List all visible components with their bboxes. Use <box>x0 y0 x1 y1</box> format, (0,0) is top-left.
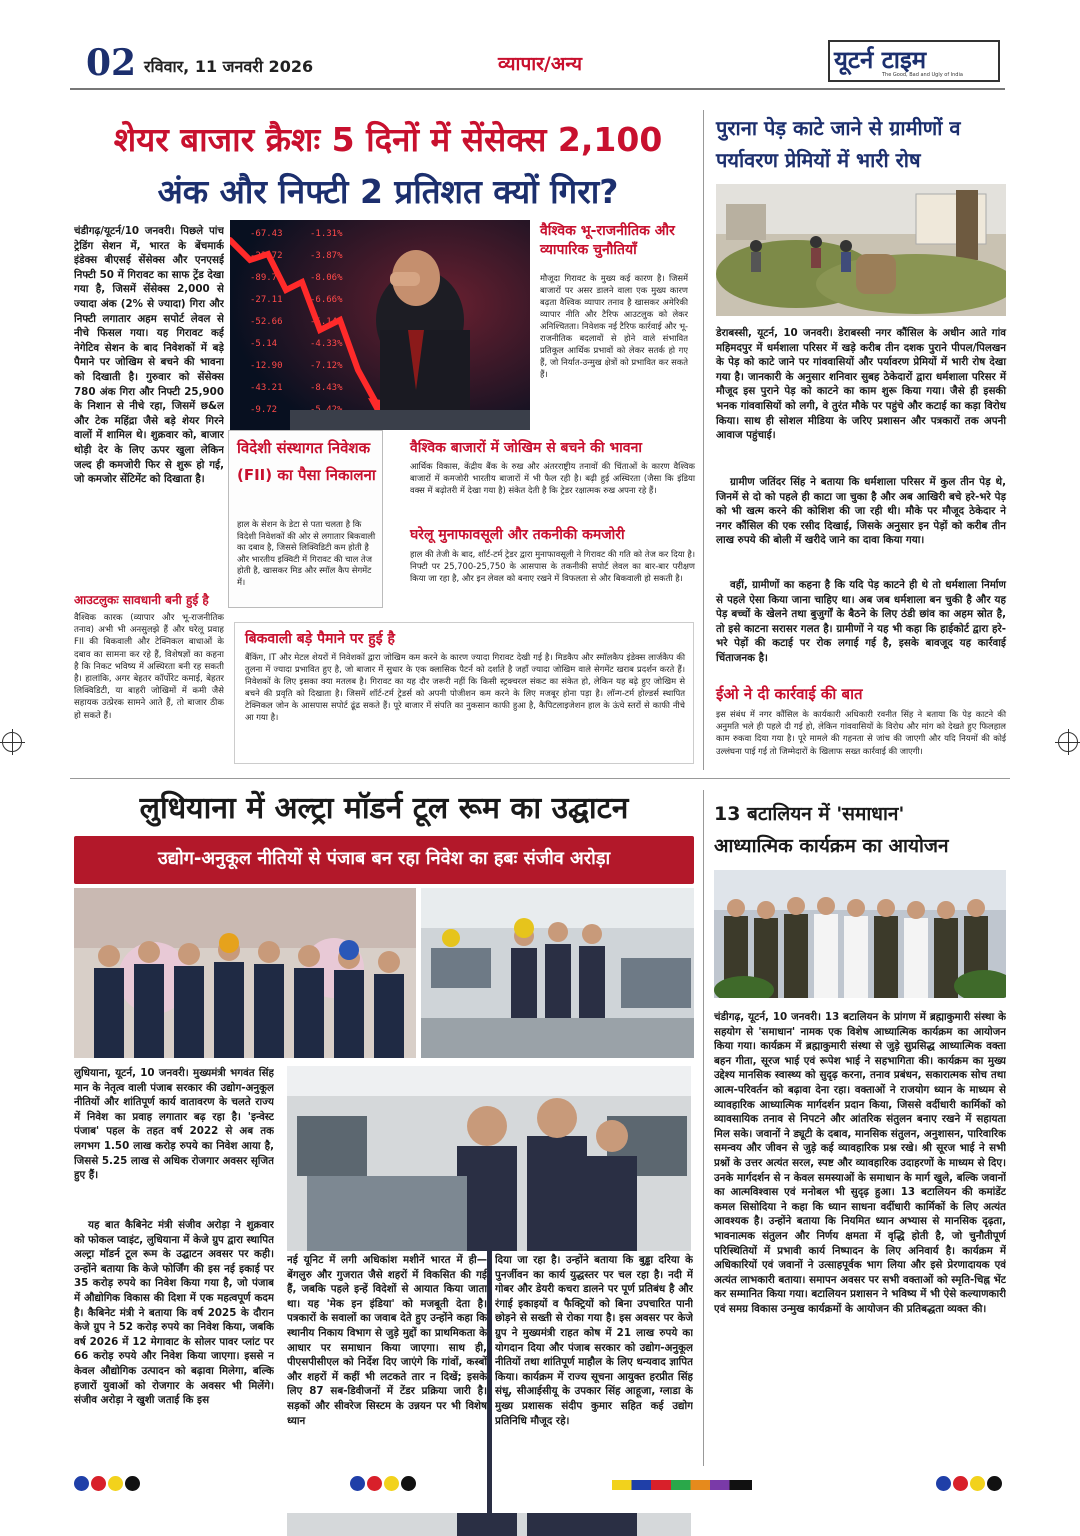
stock-crash-photo <box>230 220 530 430</box>
dot-yellow <box>108 1476 123 1491</box>
samadhan-event-photo <box>714 870 1006 998</box>
fii-heading: विदेशी संस्थागत निवेशक (FII) का पैसा निकालना <box>237 439 376 484</box>
tree-cutting-photo <box>716 184 1006 316</box>
ticker-value: -5.14 <box>250 339 278 349</box>
ticker-value: -8.06% <box>310 273 343 283</box>
story2-text-para1: डेराबस्सी, यूटर्न, 10 जनवरी। डेराबस्सी नगर कौंसिल के अधीन आते गांव महिमदपुर में धर्मशाला परिसर में खड़े करीब तीन दशक पुराने पीपल/पिलखन के पेड़ को काटे जाने पर गांववासियों और पर्यावरण प्रेमियों में भारी रोष देखा गया है। जानकारी के अनुसार शनिवार सुबह ठेकेदारों द्वारा धर्मशाला परिसर में मौजूद इस पुराने पेड़ को काटने का काम शुरू किया गया। जैसे ही इसकी भनक गांववासियों को लगी, वे तुरंत मौके पर पहुंचे और कटाई का कड़ा विरोध किया। साथ ही सोशल मीडिया के जरिए प्रशासन और पत्रकारों तक अपनी आवाज पहुंचाई। <box>716 327 1006 442</box>
geo-heading: वैश्विक भू-राजनीतिक और व्यापारिक चुनौतियाँ <box>540 223 675 258</box>
inauguration-photo-2 <box>421 888 694 1058</box>
eo-heading: ईओ ने दी कार्रवाई की बात <box>716 685 863 703</box>
ticker-value: -27.11 <box>250 295 283 305</box>
story3-text-col1-para1: लुधियाना, यूटर्न, 10 जनवरी। मुख्यमंत्री भगवंत सिंह मान के नेतृत्व वाली पंजाब सरकार की उद्योग-अनुकूल नीतियों और शांतिपूर्ण कार्य वातावरण के चलते राज्य में निवेश का प्रवाह लगातार बढ़ रहा है। 'इन्वेस्ट पंजाब' पहल के तहत वर्ष 2022 से अब तक लगभग 1.50 लाख करोड़ रुपये का निवेश आया है, जिससे 5.25 लाख से अधिक रोजगार अवसर सृजित हुए हैं। <box>74 1067 274 1182</box>
color-bar-left <box>74 1476 142 1495</box>
section-title: व्यापार/अन्य <box>498 53 583 75</box>
ticker-value: -67.43 <box>250 229 283 239</box>
selling-box <box>234 622 694 764</box>
story2-text-para2: ग्रामीण जतिंदर सिंह ने बताया कि धर्मशाला परिसर में कुल तीन पेड़ थे, जिनमें से दो को पहले ही काटा जा चुका है और अब आखिरी बचे हरे-भरे पेड़ को भी खत्म करने की कोशिश की जा रही थी। मौके पर मौजूद ठेकेदार ने नगर कौंसिल की एक रसीद दिखाई, जिसके अनुसार इन पेड़ों को करीब तीन लाख रुपये की बोली में खरीदे जाने का दावा किया गया। <box>716 476 1006 547</box>
ticker-value: -43.21 <box>250 383 283 393</box>
ticker-value: -89.71 <box>250 273 283 283</box>
outlook-heading: आउटलुकः सावधानी बनी हुई है <box>74 593 209 607</box>
selling-heading: बिकवाली बड़े पैमाने पर हुई है <box>245 631 395 647</box>
outlook-text: वैश्विक कारक (व्यापार और भू-राजनीतिक तनाव) अभी भी अनसुलझे हैं और घरेलू प्रवाह FII की बिकवाली और टेक्निकल बाधाओं के दबाव का सामना कर रहे हैं, विशेषज्ञों का कहना है कि निकट भविष्य में अस्थिरता बनी रह सकती है। हालांकि, अगर बेहतर कॉर्पोरेट कमाई, बेहतर लिक्विडिटी, या बाहरी जोखिमों में कमी जैसे सहायक उत्प्रेरक सामने आते हैं, तो बाजार ठीक हो सकते हैं। <box>74 613 224 721</box>
registration-mark <box>2 732 22 752</box>
ticker-value: -12.90 <box>250 361 283 371</box>
story4-headline-line1: 13 बटालियन में 'समाधान' <box>714 803 905 825</box>
dot-blue <box>74 1476 89 1491</box>
fii-box <box>228 430 383 608</box>
ticker-value: -8.43% <box>310 383 343 393</box>
story3-headline: लुधियाना में अल्ट्रा मॉडर्न टूल रूम का उद्घाटन <box>139 791 629 826</box>
geo-text: मौजूदा गिरावट के मुख्य कई कारण है। जिसमें बाजारों पर असर डालने वाला एक मुख्य कारण बढ़ता वैश्विक व्यापार तनाव है खासकर अमेरिकी व्यापार नीति और टैरिफ आउटलुक को लेकर अनिश्चितता। निवेशक नई टैरिफ कार्रवाई और भू-राजनीतिक बदलावों से होने वाले संभावित प्रतिकूल आर्थिक प्रभावों को लेकर सतर्क हो गए हैं, जो निर्यात-उन्मुख क्षेत्रों को प्रभावित कर सकते हैं। <box>540 273 688 379</box>
ticker-value: -6.66% <box>310 295 343 305</box>
story4-text: चंडीगढ़, यूटर्न, 10 जनवरी। 13 बटालियन के प्रांगण में ब्रह्माकुमारी संस्था के सहयोग से 'समाधान' नामक एक विशेष आध्यात्मिक कार्यक्रम का आयोजन किया गया। कार्यक्रम में ब्रह्माकुमारी संस्था से जुड़े सुप्रसिद्ध आध्यात्मिक वक्ता बहन गीता, सूरज भाई एवं रूपेश भाई ने सहभागिता की। कार्यक्रम का मुख्य उद्देश्य मानसिक स्वास्थ्य को सुदृढ़ करना, तनाव प्रबंधन, सकारात्मक सोच तथा आत्म-परिवर्तन को बढ़ावा देना रहा। वक्ताओं ने राजयोग ध्यान के माध्यम से व्यावहारिक आध्यात्मिक मार्गदर्शन प्रदान किया, जिससे वर्दीधारी कार्मिकों को व्यावसायिक तनाव से निपटने और आंतरिक संतुलन बनाए रखने में सहायता मिल सके। जवानों ने ड्यूटी के दबाव, मानसिक संतुलन, अनुशासन, पारिवारिक समन्वय और जीवन से जुड़े कई व्यावहारिक प्रश्न रखे। श्री सूरज भाई ने सभी प्रश्नों के उत्तर अत्यंत सरल, स्पष्ट और व्यावहारिक उदाहरणों के माध्यम से दिए। उनके मार्गदर्शन से न केवल समस्याओं के समाधान के मार्ग खुले, बल्कि जवानों का आत्मविश्वास एवं मनोबल भी सुदृढ़ हुआ। 13 बटालियन की कमांडेंट कमल सिसोदिया ने कहा कि ध्यान साधना वर्दीधारी कार्मिकों के लिए अत्यंत आवश्यक है। उन्होंने बताया कि नियमित ध्यान अभ्यास से मानसिक दृढ़ता, भावनात्मक संतुलन और निर्णय क्षमता में वृद्धि होती है, जो चुनौतीपूर्ण परिस्थितियों में प्रभावी कार्य निष्पादन के लिए अनिवार्य है। कार्यक्रम में अधिकारियों एवं जवानों ने उत्साहपूर्वक भाग लिया और इसे प्रेरणादायक एवं अत्यंत लाभकारी बताया। समापन अवसर पर सभी वक्ताओं को स्मृति-चिह्न भेंट कर सम्मानित किया गया। बटालियन प्रशासन ने भविष्य में भी ऐसे कल्याणकारी एवं समग्र विकास उन्मुख कार्यक्रमों के आयोजन की प्रतिबद्धता व्यक्त की। <box>714 1011 1006 1315</box>
domestic-text: हाल की तेजी के बाद, शॉर्ट-टर्म ट्रेडर द्वारा मुनाफावसूली ने गिरावट की गति को तेज कर दिया है। निफ्टी पर 25,700-25,750 के आसपास के तकनीकी सपोर्ट लेवल का बार-बार परीक्षण किया जा रहा है, और इन लेवल को बनाए रखने में विफलता से और बिकवाली हो सकती है। <box>410 549 695 583</box>
ticker-value: -9.72 <box>250 405 278 415</box>
story3-text-col2: नई यूनिट में लगी अधिकांश मशीनें भारत में ही—बेंगलुरु और गुजरात जैसे शहरों में विकसित की गई हैं, जबकि पहले इन्हें विदेशों से आयात किया जाता था। यह 'मेक इन इंडिया' को मजबूती देता है। पत्रकारों के सवालों का जवाब देते हुए उन्होंने कहा कि स्थानीय निकाय विभाग से जुड़े मुद्दों का प्राथमिकता के आधार पर समाधान किया जाएगा। साथ ही, पीएसपीसीएल को निर्देश दिए जाएंगे कि गांवों, कस्बों और शहरों में कहीं भी लटकते तार न दिखें; इसके लिए 87 सब-डिवीजनों में टेंडर प्रक्रिया जारी है। सड़कों और सीवरेज सिस्टम के उन्नयन पर भी विशेष ध्यान <box>287 1254 487 1427</box>
inauguration-photo-1 <box>74 888 416 1058</box>
story3-text-col1-para2: यह बात कैबिनेट मंत्री संजीव अरोड़ा ने शुक्रवार को फोकल प्वाइंट, लुधियाना में केजे ग्रुप द्वारा स्थापित अल्ट्रा मॉडर्न टूल रूम के उद्घाटन अवसर पर कही। उन्होंने बताया कि केजे फोर्जिंग की इस नई इकाई पर 35 करोड़ रुपये का निवेश किया गया है, जो पंजाब में औद्योगिक विकास की दिशा में एक महत्वपूर्ण कदम है। कैबिनेट मंत्री ने बताया कि वर्ष 2025 के दौरान केजे ग्रुप ने 52 करोड़ रुपये का निवेश किया, जबकि वर्ष 2026 में 12 मेगावाट के सोलर पावर प्लांट पर 66 करोड़ रुपये और निवेश किया जाएगा। इससे न केवल औद्योगिक उत्पादन को बढ़ावा मिलेगा, बल्कि हजारों युवाओं को रोजगार के अवसर भी मिलेंगे। संजीव अरोड़ा ने खुशी जताई कि इस <box>74 1219 274 1407</box>
risk-text: आर्थिक विकास, केंद्रीय बैंक के रुख और अंतरराष्ट्रीय तनावों की चिंताओं के कारण वैश्विक बाजारों में कमजोरी भारतीय बाजारों में भी फैल रही है। बढ़ी हुई अस्थिरता (जैसा कि इंडिया वक्स में बढ़ोतरी में देखा गया है) संकेत देती है कि ट्रेडर रक्षात्मक रुख अपना रहे हैं। <box>410 461 695 495</box>
story3-text-col3: दिया जा रहा है। उन्होंने बताया कि बुड्ढा दरिया के पुनर्जीवन का कार्य युद्धस्तर पर चल रहा है। नदी में गोबर और डेयरी कचरा डालने पर पूर्ण प्रतिबंध है और रंगाई इकाइयों व फैक्ट्रियों को बिना उपचारित पानी छोड़ने से सख्ती से रोका गया है। इस अवसर पर केजे ग्रुप ने मुख्यमंत्री राहत कोष में 21 लाख रुपये का योगदान दिया और पंजाब सरकार को उद्योग-अनुकूल नीतियों तथा शांतिपूर्ण माहौल के लिए धन्यवाद ज्ञापित किया। कार्यक्रम में राज्य सूचना आयुक्त हरप्रीत सिंह संधू, सीआईसीयू के उपकार सिंह आहूजा, ग्लाडा के मुख्य प्रशासक संदीप कुमार सहित कई उद्योग प्रतिनिधि मौजूद रहे। <box>495 1254 693 1427</box>
story1-headline-line1: शेयर बाजार क्रैशः 5 दिनों में सेंसेक्स 2,100 <box>113 120 663 159</box>
story3-subhead-banner <box>74 836 694 884</box>
domestic-heading: घरेलू मुनाफावसूली और तकनीकी कमजोरी <box>410 527 625 543</box>
ticker-value: -23.72 <box>250 251 283 261</box>
stock-ticker-graphic <box>230 220 530 430</box>
registration-mark <box>1058 732 1078 752</box>
page-header <box>70 38 1005 90</box>
dot-black <box>125 1476 140 1491</box>
risk-heading: वैश्विक बाजारों में जोखिम से बचने की भावना <box>410 440 642 456</box>
ticker-value: -5.14% <box>310 317 343 327</box>
logo-tagline: The Good, Bad and Ugly of India <box>882 72 963 78</box>
ticker-value: -7.12% <box>310 361 343 371</box>
masthead-logo <box>828 40 1000 82</box>
color-bar-right <box>936 1476 1004 1495</box>
eo-text: इस संबंध में नगर कौंसिल के कार्यकारी अधिकारी रवनीत सिंह ने बताया कि पेड़ काटने की अनुमति भले ही पहले दी गई हो, लेकिन गांववासियों के विरोध और मांग को देखते हुए फिलहाल काम रुकवा दिया गया है। पूरे मामले की गहनता से जांच की जाएगी और यदि नियमों की कोई उल्लंघना पाई गई तो जिम्मेदारों के खिलाफ सख्त कार्रवाई की जाएगी। <box>716 709 1006 756</box>
story4-headline-line2: आध्यात्मिक कार्यक्रम का आयोजन <box>714 835 949 857</box>
story2-headline-line2: पर्यावरण प्रेमियों में भारी रोष <box>716 148 921 172</box>
color-bar-center <box>350 1476 418 1495</box>
story3-subhead: उद्योग-अनुकूल नीतियों से पंजाब बन रहा निवेश का हबः संजीव अरोड़ा <box>157 848 611 869</box>
story2-headline-line1: पुराना पेड़ काटे जाने से ग्रामीणों व <box>716 116 961 140</box>
fii-text: हाल के सेशन के डेटा से पता चलता है कि विदेशी निवेशकों की ओर से लगातार बिकवाली का दबाव है, जिससे लिक्विडिटी कम होती है और भारतीय इक्विटी में गिरावट की चाल तेज होती है, खासकर मिड और स्मॉल कैप सेगमेंट में। <box>237 519 376 587</box>
ticker-value: -3.87% <box>310 251 343 261</box>
page-date: रविवार, 11 जनवरी 2026 <box>144 57 314 76</box>
story1-lead-text: चंडीगढ़/यूटर्न/10 जनवरी। पिछले पांच ट्रेडिंग सेशन में, भारत के बेंचमार्क इंडेक्स बीएसई सेंसेक्स और एनएसई निफ्टी 50 में गिरावट का साफ ट्रेंड देखा गया है, जिसमें सेंसेक्स 2,000 से ज्यादा अंक (2% से ज्यादा) गिरा और निफ्टी लगातार अहम सपोर्ट लेवल से नीचे फिसल गया। यह गिरावट कई नेगेटिव सेशन के बाद निवेशकों में बड़े पैमाने पर जोखिम से बचने की भावना को दिखाती है। गुरुवार को सेंसेक्स 780 अंक गिरा और निफ्टी 25,900 के निशान से नीचे रहा, जिसमें छ&ल और टेक महिंद्रा जैसे बड़े शेयर गिरने वालों में शामिल थे। शुक्रवार को, बाजार थोड़ी देर के लिए ऊपर खुला लेकिन जल्द ही कमजोरी फिर से शुरू हो गई, जो कमजोर सेंटिमेंट को दिखाता है। <box>74 225 224 486</box>
logo-text: यूटर्न टाइम <box>834 46 927 74</box>
story1-headline-line2: अंक और निफ्टी 2 प्रतिशत क्यों गिरा? <box>157 172 619 211</box>
selling-text: बैंकिंग, IT और मेटल शेयरों में निवेशकों द्वारा जोखिम कम करने के कारण ज्यादा गिरावट देखी गई है। मिडकैप और स्मॉलकैप इंडेक्स लार्जकैप की तुलना में ज्यादा प्रभावित हुए है, जो बाजार में सुधार के एक क्लासिक पैटर्न को दर्शाते है जहाँ ज्यादा जोखिम वाले सेगमेंट खराब प्रदर्शन करते हैं। निवेशकों के लिए इसका क्या मतलब है। गिरावट का यह दौर जरूरी नहीं कि किसी स्ट्रक्चरल संकट का संकेत हो, लेकिन यह बढ़े हुए जोखिम से बचने की प्रवृति को दिखाता है। जिसमें शॉर्ट-टर्म ट्रेडर्स को अपनी पोजीशन कम करने के लिए मजबूर होना पड़ा है। लॉन्ग-टर्म होल्डर्स स्थापित टेक्निकल जोन के आसपास सपोर्ट ढूंढ सकते हैं। पूरे बाजार में संपति का नुकसान काफी हुआ है, कैपिटलाइजेशन हाल के ऊंचे स्तरों से काफी नीचे आ गया है। <box>245 652 685 722</box>
dot-red <box>91 1476 106 1491</box>
page-number: 02 <box>86 42 137 84</box>
ticker-value: -4.33% <box>310 339 343 349</box>
ticker-value: -1.31% <box>310 229 343 239</box>
color-strip <box>612 1480 752 1490</box>
ticker-value: -52.66 <box>250 317 283 327</box>
story2-text-para3: वहीं, ग्रामीणों का कहना है कि यदि पेड़ काटने ही थे तो धर्मशाला निर्माण से पहले ऐसा किया जाना चाहिए था। अब जब धर्मशाला बन चुकी है और यह पेड़ बच्चों के खेलने तथा बुजुर्गों के बैठने के लिए ठंडी छांव का अहम स्रोत है, तो इसे काटना सरासर गलत है। ग्रामीणों ने यह भी कहा कि हाईकोर्ट द्वारा हरे-भरे पेड़ों की कटाई पर रोक लगाई गई है, इसके बावजूद यह कार्रवाई चिंताजनक है। <box>716 579 1006 664</box>
